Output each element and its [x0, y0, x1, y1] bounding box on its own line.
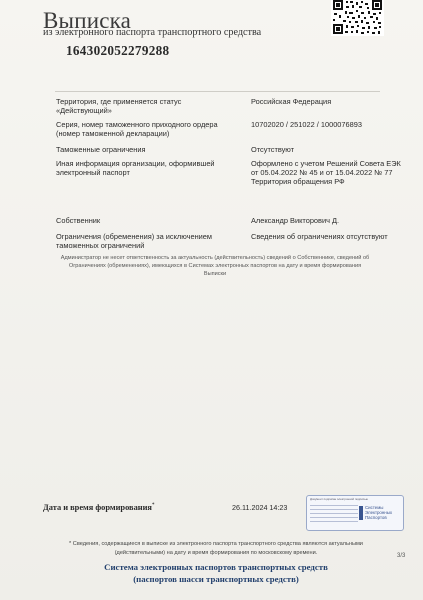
- system-name-line1: Система электронных паспортов транспортных средств: [104, 562, 328, 572]
- passport-number: 164302052279288: [66, 43, 170, 58]
- digital-signature-stamp: [306, 495, 404, 531]
- disclaimer-notice: Администратор не несет ответственность за актуальность (действительность) сведений о Собственнике, сведений об Ограничениях (обременениях), имеющихся в Системах электронных паспортов на дату и время формирования Выписки: [60, 255, 370, 278]
- document-subtitle: из электронного паспорта транспортного средства: [43, 27, 262, 38]
- value-customs-order: 10702020 / 251022 / 1000076893: [251, 120, 362, 129]
- label-customs-restrictions: Таможенные ограничения: [56, 145, 146, 154]
- document-title: Выписка: [43, 8, 132, 33]
- stamp-header: Документ подписан электронной подписью: [310, 497, 368, 501]
- value-other-info: Оформлено с учетом Решений Совета ЕЭК от 05.04.2022 № 45 и от 15.04.2022 № 77 Территория обращения РФ: [251, 159, 401, 187]
- label-other-info: Иная информация организации, оформившей электронный паспорт: [56, 159, 215, 178]
- stamp-brand: Системы Электронных Паспортов: [365, 505, 393, 520]
- value-encumbrances: Сведения об ограничениях отсутствуют: [251, 232, 388, 241]
- label-owner: Собственник: [56, 216, 101, 225]
- value-territory: Российская Федерация: [251, 97, 332, 106]
- generation-date-value: 26.11.2024 14:23: [232, 503, 288, 512]
- stamp-details: [310, 505, 358, 525]
- value-customs-restrictions: Отсутствуют: [251, 145, 295, 154]
- label-territory: Территория, где применяется статус «Действующий»: [56, 97, 182, 116]
- stamp-logo-icon: [359, 506, 363, 520]
- qr-code-icon: [331, 0, 384, 36]
- system-name-line2: (паспортов шасси транспортных средств): [133, 573, 299, 584]
- label-encumbrances: Ограничения (обременения) за исключением таможенных ограничений: [56, 232, 212, 251]
- footnote: * Сведения, содержащиеся в выписке из электронного паспорта транспортного средства являются актуальными (действительными) на дату и время формирования по московскому времени.: [69, 541, 363, 556]
- system-name: [76, 562, 356, 585]
- generation-date-label: Дата и время формирования*: [43, 503, 155, 512]
- divider: [55, 91, 380, 92]
- value-owner: Александр Викторович Д.: [251, 216, 340, 225]
- label-customs-order: Серия, номер таможенного приходного ордера (номер таможенной декларации): [56, 120, 218, 139]
- page-number: 3/3: [397, 553, 406, 559]
